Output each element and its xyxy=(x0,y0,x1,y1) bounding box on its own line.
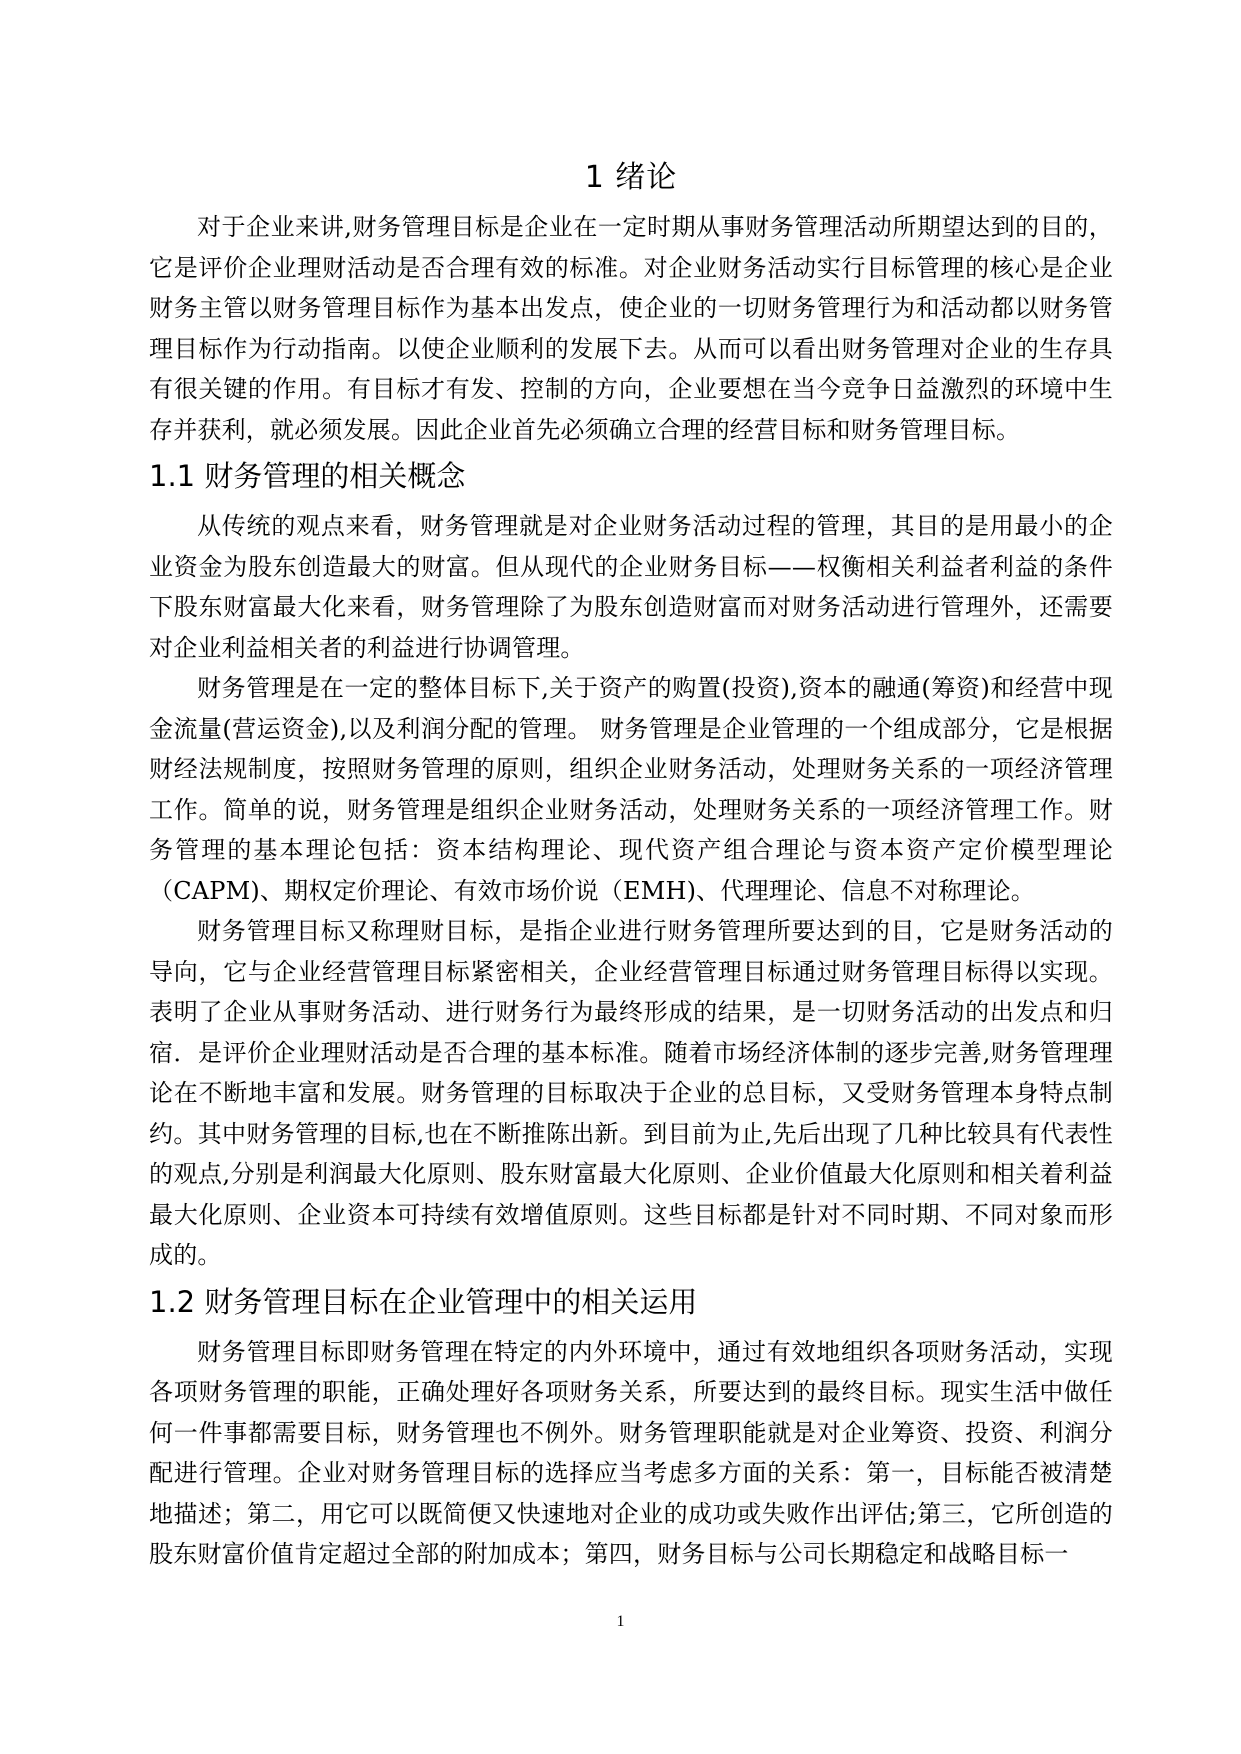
section-1-1-paragraph-3: 财务管理目标又称理财目标，是指企业进行财务管理所要达到的目，它是财务活动的导向，它与企业经营管理目标紧密相关，企业经营管理目标通过财务管理目标得以实现。表明了企业从事财务活动、进行财务行为最终形成的结果，是一切财务活动的出发点和归宿．是评价企业理财活动是否合理的基本标准。随着市场经济体制的逐步完善,财务管理理论在不断地丰富和发展。财务管理的目标取决于企业的总目标，又受财务管理本身特点制约。其中财务管理的目标,也在不断推陈出新。到目前为止,先后出现了几种比较具有代表性的观点,分别是利润最大化原则、股东财富最大化原则、企业价值最大化原则和相关着利益最大化原则、企业资本可持续有效增值原则。这些目标都是针对不同时期、不同对象而形成的。 xyxy=(149,917,1113,1269)
section-1-2-paragraph-1: 财务管理目标即财务管理在特定的内外环境中，通过有效地组织各项财务活动，实现各项财务管理的职能，正确处理好各项财务关系，所要达到的最终目标。现实生活中做任何一件事都需要目标，财务管理也不例外。财务管理职能就是对企业筹资、投资、利润分配进行管理。企业对财务管理目标的选择应当考虑多方面的关系：第一，目标能否被清楚地描述；第二，用它可以既简便又快速地对企业的成功或失败作出评估;第三，它所创造的股东财富价值肯定超过全部的附加成本；第四，财务目标与公司长期稳定和战略目标一 xyxy=(149,1337,1113,1568)
chapter-title: 1 绪论 xyxy=(584,160,678,195)
section-1-1-paragraph-2: 财务管理是在一定的整体目标下,关于资产的购置(投资),资本的融通(筹资)和经营中现金流量(营运资金),以及利润分配的管理。 财务管理是企业管理的一个组成部分，它是根据财经法规制度，按照财务管理的原则，组织企业财务活动，处理财务关系的一项经济管理工作。简单的说，财务管理是组织企业财务活动，处理财务关系的一项经济管理工作。财务管理的基本理论包括：资本结构理论、现代资产组合理论与资本资产定价模型理论（CAPM)、期权定价理论、有效市场价说（EMH)、代理理论、信息不对称理论。 xyxy=(149,674,1113,905)
intro-paragraph: 对于企业来讲,财务管理目标是企业在一定时期从事财务管理活动所期望达到的目的，它是评价企业理财活动是否合理有效的标准。对企业财务活动实行目标管理的核心是企业财务主管以财务管理目标作为基本出发点，使企业的一切财务管理行为和活动都以财务管理目标作为行动指南。以使企业顺利的发展下去。从而可以看出财务管理对企业的生存具有很关键的作用。有目标才有发、控制的方向，企业要想在当今竞争日益激烈的环境中生存并获利，就必须发展。因此企业首先必须确立合理的经营目标和财务管理目标。 xyxy=(149,213,1113,444)
page-number: 1 xyxy=(616,1613,625,1630)
section-1-1-title: 1.1 财务管理的相关概念 xyxy=(149,459,466,493)
section-1-2-title: 1.2 财务管理目标在企业管理中的相关运用 xyxy=(149,1284,698,1319)
section-1-1-paragraph-1: 从传统的观点来看，财务管理就是对企业财务活动过程的管理，其目的是用最小的企业资金为股东创造最大的财富。但从现代的企业财务目标——权衡相关利益者利益的条件下股东财富最大化来看，财务管理除了为股东创造财富而对财务活动进行管理外，还需要对企业利益相关者的利益进行协调管理。 xyxy=(149,512,1113,662)
page-content xyxy=(149,152,1113,1575)
